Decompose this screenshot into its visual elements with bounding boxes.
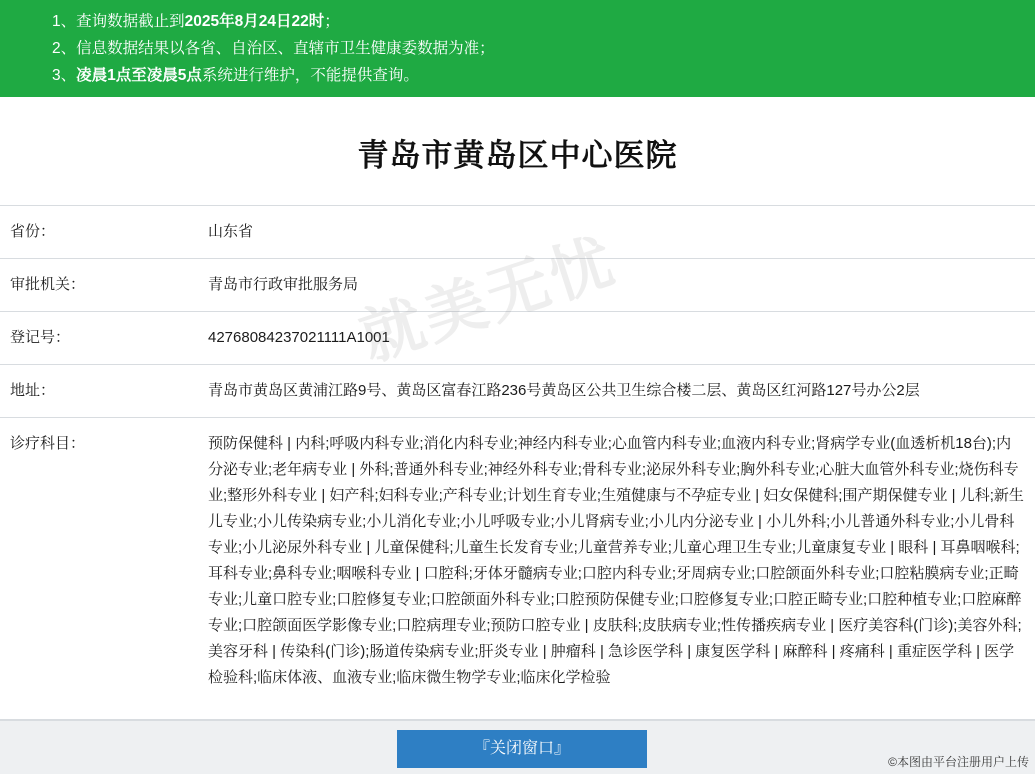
notice-item-3-num: 3、 [52, 67, 77, 84]
notice-item-3-bold: 凌晨1点至凌晨5点 [76, 67, 202, 84]
notice-item-2 [0, 35, 1035, 62]
notice-banner [0, 0, 1035, 97]
field-value-province: 山东省 [208, 223, 254, 240]
field-label-registration-number: 登记号： [10, 329, 71, 346]
notice-item-1-pre: 查询数据截止到 [76, 13, 185, 30]
footer-note: ©本图由平台注册用户上传 [888, 755, 1029, 769]
hospital-info-table [0, 205, 1035, 695]
notice-item-3 [0, 62, 1035, 89]
page-title: 青岛市黄岛区中心医院 [357, 138, 678, 173]
notice-list [0, 8, 1035, 89]
field-value-address: 青岛市黄岛区黄浦江路9号、黄岛区富春江路236号黄岛区公共卫生综合楼二层、黄岛区红河路127号办公2层 [208, 382, 920, 399]
table-row [0, 418, 1035, 696]
table-row [0, 206, 1035, 259]
table-row [0, 259, 1035, 312]
notice-item-3-post: 系统进行维护，不能提供查询。 [201, 67, 419, 84]
notice-item-1 [0, 8, 1035, 35]
table-row [0, 312, 1035, 365]
field-label-scope: 诊疗科目： [10, 435, 86, 452]
table-row [0, 365, 1035, 418]
notice-item-2-pre: 信息数据结果以各省、自治区、直辖市卫生健康委数据为准； [76, 40, 495, 57]
notice-item-1-post: ； [324, 13, 340, 30]
close-window-button[interactable]: 『关闭窗口』 [397, 730, 647, 768]
notice-item-1-bold: 2025年8月24日22时 [184, 13, 325, 30]
notice-item-1-num: 1、 [52, 13, 77, 30]
field-label-address: 地址： [10, 382, 56, 399]
watermark: 就美无忧 [352, 226, 626, 374]
field-label-authority: 审批机关： [10, 276, 86, 293]
notice-item-2-num: 2、 [52, 40, 77, 57]
field-value-authority: 青岛市行政审批服务局 [208, 276, 359, 293]
footer-bar [0, 720, 1035, 774]
title-wrap [0, 97, 1035, 205]
field-label-province: 省份： [10, 223, 56, 240]
field-value-scope: 预防保健科 | 内科;呼吸内科专业;消化内科专业;神经内科专业;心血管内科专业;血液内科专业;肾病学专业(血透析机18台);内分泌专业;老年病专业 | 外科;普通外科专业;神经外科专业;骨科专业;泌尿外科专业;胸外科专业;心脏大血管外科专业;烧伤科专业;整形外科专业 | 妇产科;妇科专业;产科专业;计划生育专业;生殖健康与不孕症专业 | 妇女保健科;围产期保健专业 | 儿科;新生儿专业;小儿传染病专业;小儿消化专业;小儿呼吸专业;小儿肾病专业;小儿内分泌专业 | 小儿外科;小儿普通外科专业;小儿骨科专业;小儿泌尿外科专业 | 儿童保健科;儿童生长发育专业;儿童营养专业;儿童心理卫生专业;儿童康复专业 | 眼科 | 耳鼻咽喉科;耳科专业;鼻科专业;咽喉科专业 | 口腔科;牙体牙髓病专业;口腔内科专业;牙周病专业;口腔颌面外科专业;口腔粘膜病专业;正畸专业;儿童口腔专业;口腔修复专业;口腔颌面外科专业;口腔预防保健专业;口腔修复专业;口腔正畸专业;口腔种植专业;口腔麻醉专业;口腔颌面医学影像专业;口腔病理专业;预防口腔专业 | 皮肤科;皮肤病专业;性传播疾病专业 | 医疗美容科(门诊);美容外科;美容牙科 | 传染科(门诊);肠道传染病专业;肝炎专业 | 肿瘤科 | 急诊医学科 | 康复医学科 | 麻醉科 | 疼痛科 | 重症医学科 | 医学检验科;临床体液、血液专业;临床微生物学专业;临床化学检验 [208, 435, 1024, 686]
field-value-registration-number: 42768084237021111A1001 [208, 329, 390, 346]
